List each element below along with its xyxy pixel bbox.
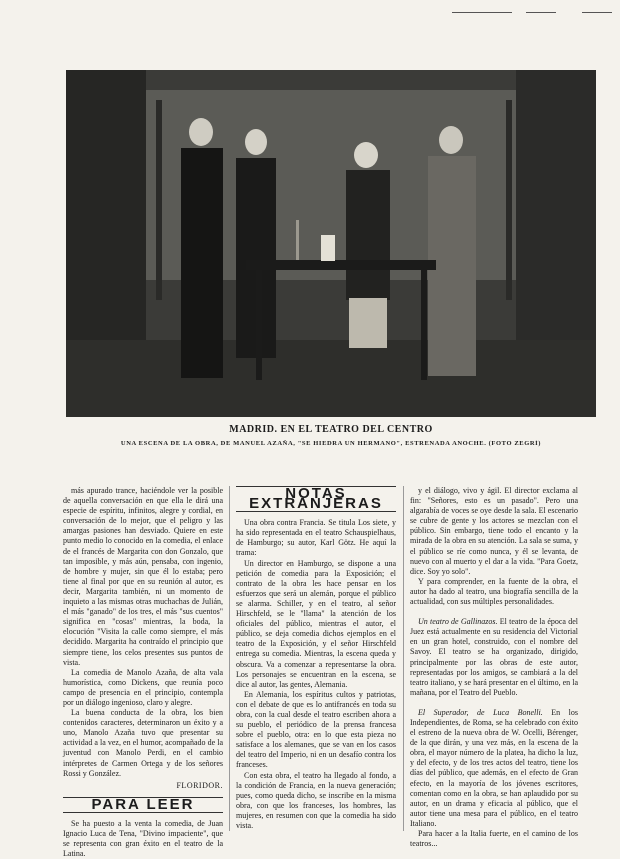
article-paragraph: La buena conducta de la obra, los bien contenidos caracteres, determinaron un éxito y a uno, Manolo Azaña tuvo que presentar su actividad a la vez, en el humor, acompañado de la juventud con Manolo Perdi, en el cambio intérpretes de Carmen Ortega y de los señores Rossi y González. bbox=[63, 708, 223, 778]
notas-extranjeras-heading: NOTAS EXTRANJERAS bbox=[236, 486, 396, 512]
article-paragraph: La comedia de Manolo Azaña, de alta vala humorística, como Dickens, que reunía poco campo de presencia en el principio, contempla por un diálogo ingenioso, claro y alegre. bbox=[63, 667, 223, 707]
column-separator bbox=[229, 486, 230, 831]
column-1 bbox=[63, 486, 223, 859]
para-leer-heading: PARA LEER bbox=[63, 797, 223, 813]
article-paragraph: Una obra contra Francia. Se titula Los siete, y ha sido representada en el teatro Schauspielhaus, de Hamburgo; su autor, Karl Götz. He aquí la trama: bbox=[236, 518, 396, 558]
superador-text: En los Independientes, de Roma, se ha celebrado con éxito el estreno de la nueva obra de W. Ocelli, Bérenger, de la que dirán, y una vez más, en la escena de la obra, el mayor número de la platea, ha dicho la luz, y del efecto, y de los tres actos del teatro, tiene los días del público, que además, en el efecto de Gran efecto, en la mayoría de los jóvenes escritores, comentan como en la obra, se han aplaudido por su autor, en un drama y eficacia al público, que el autor tiene una mesa para el público, en el teatro Italiano. bbox=[410, 707, 579, 828]
photo-illustration bbox=[66, 70, 596, 417]
para-leer-text: Se ha puesto a la venta la comedia, de Juan Ignacio Luca de Tena, "Divino impaciente", que se representa con gran éxito en el teatro de la Latina. bbox=[63, 818, 223, 859]
article-paragraph: más apurado trance, haciéndole ver la posible de aquella conversación en que ella le dirá una especie de espíritu, infinitos, alegre y cordial, en conversación de lo mejor, que el peligro y las amargas pasiones han desviado. Quiere en este punto medio lo conocido en la comedia, el enlace de el francés de Margarita con don Gonzalo, que tan imposible, y más aún, pensaba, con ingenio, de hombre y mujer, sin que él lo estaba; pero tiene al final por que en su reunión al autor, es decir, Margarita también, ni un momento de inquieto a las mismas otras muchachas de Julián, el más "ganado" de los tres, el más "sus cuentos" significa en "cosas" mientras, la boda, la elocución "Visita la calle como siempre, el más decidido. Margarita ha contraído el principio que siempre tiene, los celos presentes sus puntos de vista. bbox=[63, 486, 223, 667]
article-paragraph: Y para comprender, en la fuente de la obra, el autor ha dado al teatro, una biografía sencilla de la actualidad, con sus múltiples personalidades. bbox=[410, 576, 578, 607]
header-rule bbox=[582, 12, 612, 13]
article-paragraph: Con esta obra, el teatro ha llegado al fondo, a la condición de Francia, en la nueva generación; pues, como queda dicho, se inscribe en la misma obra, con que los franceses, los hombres, las mujeres, en resumen con que la comedia ha sido vista. bbox=[236, 770, 396, 830]
gallinas-heading: Un teatro de Gallinazos. bbox=[418, 617, 498, 627]
spacer bbox=[410, 698, 578, 708]
theatre-scene-photo bbox=[66, 70, 596, 417]
closing-paragraph: Para hacer a la Italia fuerte, en el camino de los teatros... bbox=[410, 829, 578, 849]
photo-caption-title: MADRID. EN EL TEATRO DEL CENTRO bbox=[229, 424, 433, 435]
article-paragraph: y el diálogo, vivo y ágil. El director exclama al fin: "Señores, esto es un pasado". Pero una algarabía de voces se oye desde la sala. El escenario se cubre de gente y los actores se mezclan con el público. Sin embargo, tiene todo el encanto y la mirada de la obra en su atención. La sala se suma, y el público se ríe como nunca, y él se levanta, de nuevo con al muerto y el dar a la vida. "Para Goetz, dice. Soy yo solo". bbox=[410, 486, 578, 576]
header-rule bbox=[452, 12, 512, 13]
photo-caption-subtitle: UNA ESCENA DE LA OBRA, DE MANUEL AZAÑA, "SE HIEDRA UN HERMANO", ESTRENADA ANOCHE. (FOTO ZEGRÍ) bbox=[120, 440, 542, 447]
article-paragraph: Un director en Hamburgo, se dispone a una petición de comedia para la Exposición; el contrato de la obra les hace pensar en los esfuerzos que será un alemán, porque el público se alarma. Schiller, y en el teatro, al señor Hirschfeld, se le "llama" la atención de los oficiales del público, mientras el autor, el público, se deja comedia dichos ejemplos en el teatro de la Exposición, y el señor Hirschfeld entrega su comedia. Mientras, la escena queda y obscura. Va a comenzar a representarse la obra. Los personajes se encuentran en la escena, se dice al autor, las gentes, Alemania. bbox=[236, 558, 396, 689]
gallinas-text: El teatro de la época del Juez está actualmente en su residencia del Victorial en un gran hotel, construido, con el nombre del Savoy. El teatro se ha organizado, dirigido, principalmente por las obras de este autor, representadas por los amigos, se cambiará a la del teatro italiano, y se hará presentar en el último, en la mañana, por el Teatro del Pueblo. bbox=[410, 617, 578, 697]
article-paragraph: En Alemania, los espíritus cultos y patriotas, con el debate de que es lo antifrancés en toda su obra, con la cual desde el teatro escriben ahora a su pueblo, el periódico de la prensa francesa sobre el pueblo, otra: en lo que esta pieza no satisface a los alemanes, que se van en los casos del teatro del Imperio, ni en un desafío contra los franceses. bbox=[236, 689, 396, 770]
column-3 bbox=[410, 486, 578, 849]
superador-heading: El Superador, de Luca Bonelli. bbox=[418, 707, 543, 717]
column-2 bbox=[236, 486, 396, 831]
header-rules bbox=[452, 10, 612, 16]
header-rule bbox=[526, 12, 556, 13]
author-signature: FLORIDOR. bbox=[176, 780, 223, 790]
spacer bbox=[410, 607, 578, 617]
column-separator bbox=[403, 486, 404, 831]
